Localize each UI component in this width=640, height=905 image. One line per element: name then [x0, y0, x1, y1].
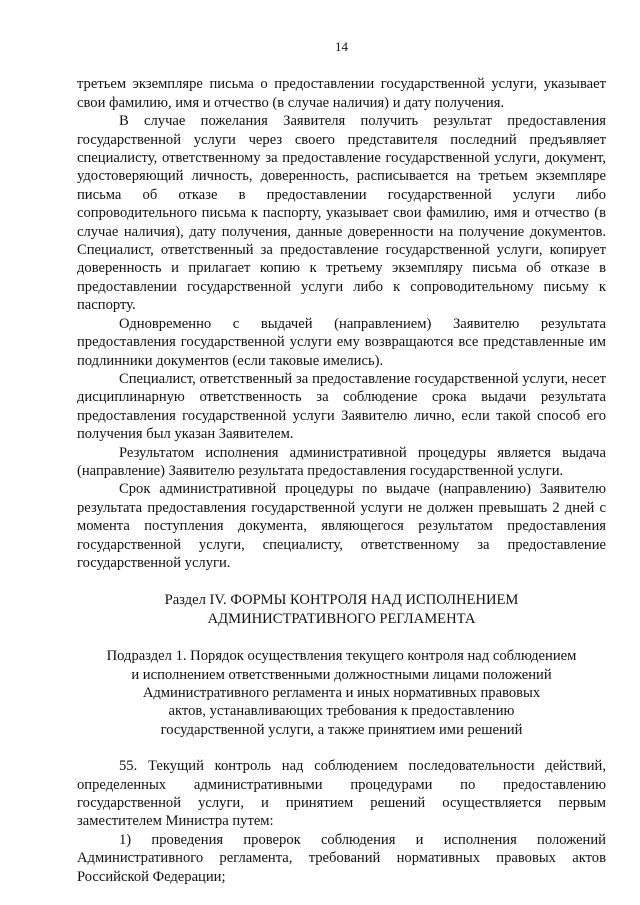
paragraph: третьем экземпляре письма о предоставлении государственной услуги, указывает свои фамилию, имя и отчество (в случае наличия) и дату получения.	[77, 76, 606, 111]
paragraph: Результатом исполнения административной процедуры является выдача (направление) Заявителю результата предоставления государственной услуги.	[77, 444, 606, 479]
paragraph: В случае пожелания Заявителя получить результат предоставления государственной услуги через своего представителя последний предъявляет специалисту, ответственному за предоставление государственной услуги, документ, удостоверяющий личность, доверенность, расписывается на третьем экземпляре письма об отказе в предоставлении государственной услуги либо сопроводительного письма к паспорту, указывает свои фамилию, имя и отчество (в случае наличия), дату получения, данные доверенности на получение документов. Специалист, ответственный за предоставление государственной услуги, копирует доверенность и прилагает копию к третьему экземпляру письма об отказе в предоставлении государственной услуги либо к сопроводительному письму к паспорту.	[77, 113, 606, 314]
subsection-title-line: Подраздел 1. Порядок осуществления текущего контроля над соблюдением	[106, 648, 577, 665]
subsection-title-line: государственной услуги, а также принятием ими решений	[160, 721, 523, 738]
section-title-line: АДМИНИСТРАТИВНОГО РЕГЛАМЕНТА	[207, 610, 476, 627]
paragraph: 55. Текущий контроль над соблюдением последовательности действий, определенных административными процедурами по предоставлению государственной услуги, и принятием решений осуществляется первым заместителем Министра путем:	[77, 758, 606, 830]
paragraph: Одновременно с выдачей (направлением) Заявителю результата предоставления государственной услуги ему возвращаются все представленные им подлинники документов (если таковые имелись).	[77, 315, 606, 369]
subsection-title-line: Административного регламента и иных нормативных правовых	[142, 685, 541, 701]
paragraph: Специалист, ответственный за предоставление государственной услуги, несет дисциплинарную ответственность за соблюдение срока выдачи результата предоставления государственной услуги Заявителю лично, если такой способ его получения был указан Заявителем.	[77, 370, 606, 443]
list-item: 1) проведения проверок соблюдения и исполнения положений Административного регламента, требований нормативных правовых актов Российской Федерации;	[77, 831, 606, 885]
paragraph: Срок административной процедуры по выдаче (направлению) Заявителю результата предоставления государственной услуги не должен превышать 2 дней с момента поступления документа, являющегося результатом предоставления государственной услуги, специалисту, ответственному за предоставление государственной услуги.	[77, 481, 606, 571]
subsection-title-line: и исполнением ответственными должностными лицами положений	[131, 666, 552, 683]
subsection-title	[77, 647, 606, 739]
section-title-line: Раздел IV. ФОРМЫ КОНТРОЛЯ НАД ИСПОЛНЕНИЕМ	[164, 592, 519, 609]
page-number: 14	[335, 39, 348, 54]
section-title	[77, 591, 606, 628]
subsection-title-line: актов, устанавливающих требования к предоставлению	[168, 703, 515, 720]
